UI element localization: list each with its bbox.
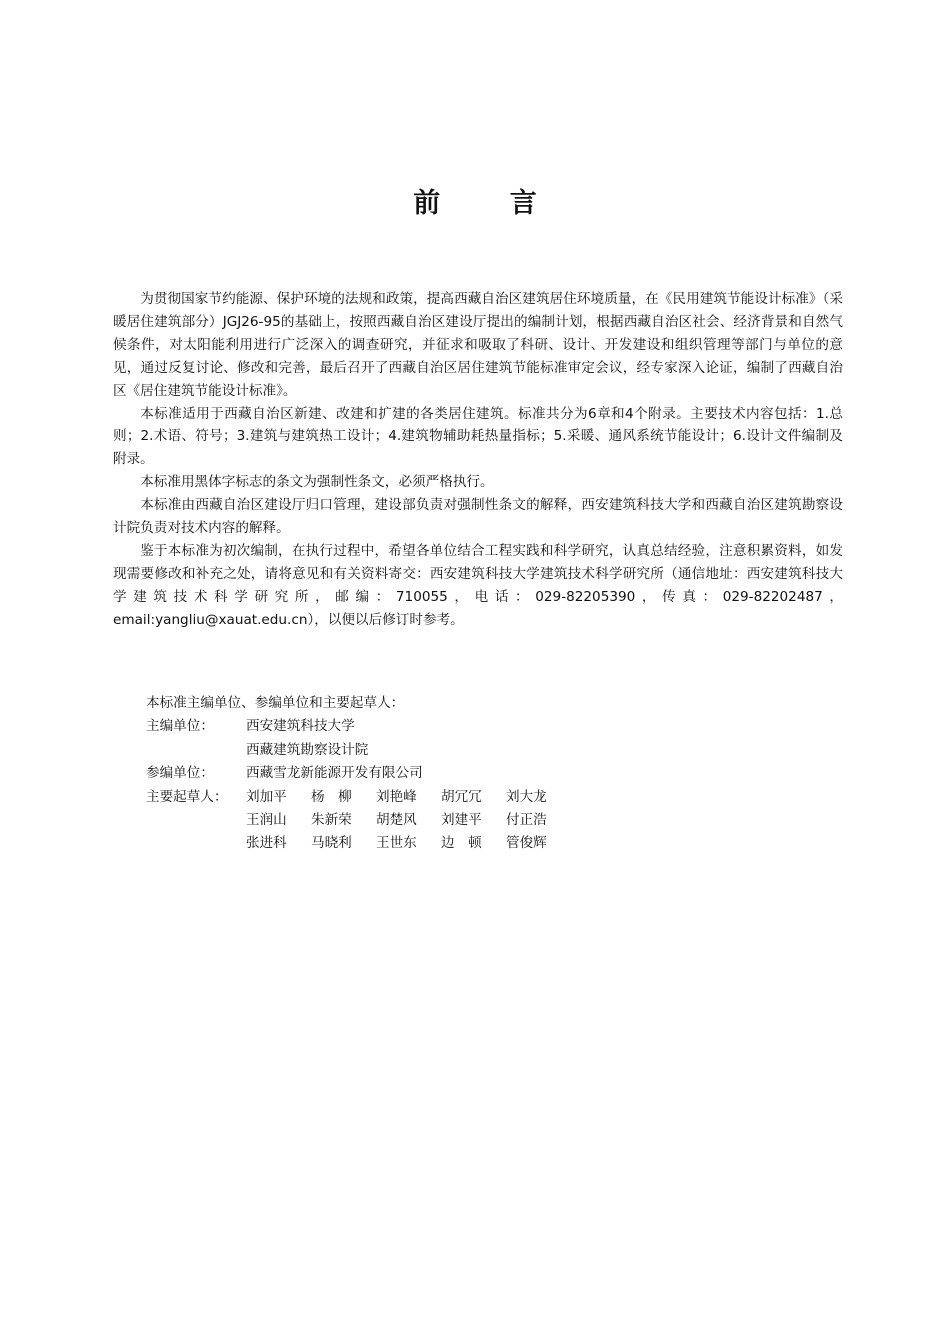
chief-units-row bbox=[146, 739, 746, 762]
drafters-row bbox=[146, 786, 746, 856]
drafter-name: 王世东 bbox=[376, 835, 417, 852]
drafters-list bbox=[246, 786, 576, 856]
chief-units-label: 主编单位： bbox=[146, 718, 214, 735]
drafter-name: 刘大龙 bbox=[506, 788, 547, 805]
paragraph: 为贯彻国家节约能源、保护环境的法规和政策，提高西藏自治区建筑居住环境质量，在《民用建筑节能设计标准》（采暖居住建筑部分）JGJ26-95的基础上，按照西藏自治区建设厅提出的编制计划，根据西藏自治区社会、经济背景和自然气候条件，对太阳能利用进行广泛深入的调查研究，并征求和吸取了科研、设计、开发建设和组织管理等部门与单位的意见，通过反复讨论、修改和完善，最后召开了西藏自治区居住建筑节能标准审定会议，经专家深入论证，编制了西藏自治区《居住建筑节能设计标准》。 bbox=[113, 291, 843, 399]
credits-intro: 本标准主编单位、参编单位和主要起草人： bbox=[146, 695, 405, 711]
drafter-name: 付正浩 bbox=[506, 812, 547, 829]
drafter-name: 马晓利 bbox=[311, 835, 352, 852]
participant-units-row bbox=[146, 762, 746, 785]
drafter-name: 管俊辉 bbox=[506, 835, 547, 852]
preface-body bbox=[113, 288, 843, 632]
participant-unit: 西藏雪龙新能源开发有限公司 bbox=[246, 765, 423, 782]
drafter-name: 王润山 bbox=[246, 812, 287, 829]
participant-units-label: 参编单位： bbox=[146, 765, 214, 782]
paragraph: 鉴于本标准为初次编制，在执行过程中，希望各单位结合工程实践和科学研究，认真总结经验，注意积累资料，如发现需要修改和补充之处，请将意见和有关资料寄交：西安建筑科技大学建筑技术科学研究所（通信地址：西安建筑科技大学建筑技术科学研究所，邮编：710055，电话：029-82205390，传真：029-82202487，email:yangliu@xauat.edu.cn），以便以后修订时参考。 bbox=[113, 542, 843, 628]
paragraph: 本标准适用于西藏自治区新建、改建和扩建的各类居住建筑。标准共分为6章和4个附录。主要技术内容包括：1.总则；2.术语、符号；3.建筑与建筑热工设计；4.建筑物辅助耗热量指标；5.采暖、通风系统节能设计；6.设计文件编制及附录。 bbox=[113, 405, 843, 468]
drafter-name: 张进科 bbox=[246, 835, 287, 852]
paragraph: 本标准用黑体字标志的条文为强制性条文，必须严格执行。 bbox=[140, 474, 494, 491]
drafter-name: 朱新荣 bbox=[311, 812, 352, 829]
drafter-name: 刘加平 bbox=[246, 788, 287, 805]
chief-unit: 西安建筑科技大学 bbox=[246, 718, 355, 735]
credits-section bbox=[146, 692, 746, 856]
drafter-name: 边 顿 bbox=[441, 835, 482, 852]
drafter-name: 杨 柳 bbox=[311, 788, 352, 805]
chief-unit: 西藏建筑勘察设计院 bbox=[246, 741, 369, 758]
drafter-name: 刘艳峰 bbox=[376, 788, 417, 805]
chief-units-row bbox=[146, 715, 746, 738]
drafter-name: 胡楚风 bbox=[376, 812, 417, 829]
drafter-name: 胡冗冗 bbox=[441, 788, 482, 805]
drafters-label: 主要起草人： bbox=[146, 788, 228, 805]
drafter-name: 刘建平 bbox=[441, 812, 482, 829]
page-title: 前 言 bbox=[413, 188, 567, 219]
paragraph: 本标准由西藏自治区建设厅归口管理，建设部负责对强制性条文的解释，西安建筑科技大学和西藏自治区建筑勘察设计院负责对技术内容的解释。 bbox=[113, 497, 843, 537]
